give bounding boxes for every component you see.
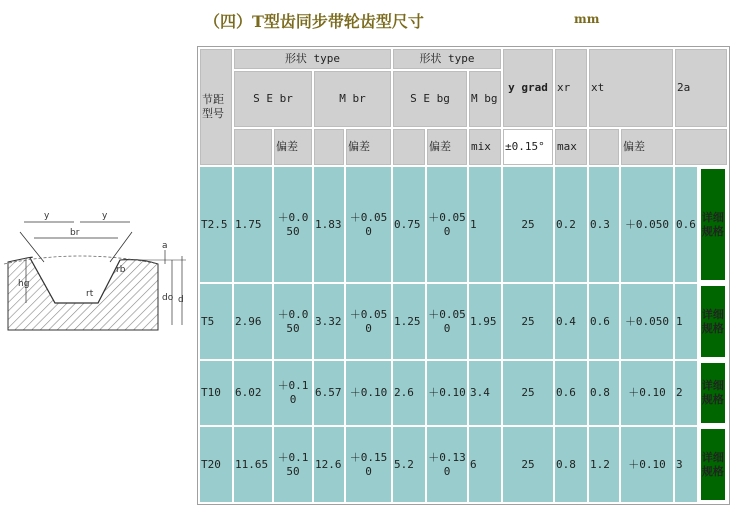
cell-dev1: ＋0.10 [274, 361, 312, 425]
header-shape-type-2: 形状 type [393, 49, 501, 69]
detail-spec-link[interactable]: 详细规格 [699, 167, 727, 282]
cell-se-br: 1.75 [234, 167, 272, 282]
cell-xt: 0.3 [589, 167, 619, 282]
cell-m-br: 6.57 [314, 361, 344, 425]
cell-xt: 0.8 [589, 361, 619, 425]
header-deviation-4: 偏差 [621, 129, 673, 165]
detail-spec-link[interactable]: 详细规格 [699, 361, 727, 425]
table-row [200, 427, 727, 502]
cell-m-bg: 1.95 [469, 284, 501, 359]
cell-dev3: ＋0.130 [427, 427, 467, 502]
cell-dev3: ＋0.10 [427, 361, 467, 425]
cell-m-br: 12.6 [314, 427, 344, 502]
detail-spec-link[interactable]: 详细规格 [699, 284, 727, 359]
header-se-br: S E br [234, 71, 312, 127]
cell-y: 25 [503, 284, 553, 359]
label-a: a [162, 241, 168, 251]
cell-se-bg: 1.25 [393, 284, 425, 359]
header-2a: 2a [675, 49, 727, 127]
header-plus-minus-015: ±0.15° [503, 129, 553, 165]
label-rt: rt [86, 289, 94, 299]
cell-se-bg: 2.6 [393, 361, 425, 425]
tooth-dimension-table [197, 46, 730, 505]
label-br: br [70, 228, 80, 238]
cell-se-bg: 0.75 [393, 167, 425, 282]
cell-dev2: ＋0.10 [346, 361, 391, 425]
cell-xr: 0.4 [555, 284, 587, 359]
cell-type: T10 [200, 361, 232, 425]
cell-dev2: ＋0.050 [346, 284, 391, 359]
table-row [200, 284, 727, 359]
cell-2a: 2 [675, 361, 697, 425]
label-rb: rb [116, 265, 126, 275]
label-hg: hg [18, 279, 30, 289]
table-row [200, 361, 727, 425]
label-y-left: y [44, 211, 50, 221]
cell-xr: 0.8 [555, 427, 587, 502]
header-deviation-1: 偏差 [274, 129, 312, 165]
cell-dev2: ＋0.050 [346, 167, 391, 282]
header-deviation-2: 偏差 [346, 129, 391, 165]
cell-dev4: ＋0.10 [621, 361, 673, 425]
cell-xr: 0.6 [555, 361, 587, 425]
page-title: （四）T型齿同步带轮齿型尺寸 [204, 12, 424, 31]
header-shape-type-1: 形状 type [234, 49, 391, 69]
cell-type: T2.5 [200, 167, 232, 282]
cell-dev3: ＋0.050 [427, 167, 467, 282]
unit-label: mm [574, 12, 600, 26]
cell-m-bg: 6 [469, 427, 501, 502]
table-row [200, 167, 727, 282]
label-y-right: y [102, 211, 108, 221]
cell-2a: 1 [675, 284, 697, 359]
label-d: d [178, 295, 184, 305]
cell-type: T20 [200, 427, 232, 502]
cell-2a: 0.6 [675, 167, 697, 282]
cell-2a: 3 [675, 427, 697, 502]
cell-se-br: 6.02 [234, 361, 272, 425]
header-xt: xt [589, 49, 673, 127]
cell-dev1: ＋0.050 [274, 284, 312, 359]
cell-m-bg: 3.4 [469, 361, 501, 425]
header-xr: xr [555, 49, 587, 127]
header-deviation-3: 偏差 [427, 129, 467, 165]
cell-se-bg: 5.2 [393, 427, 425, 502]
cell-dev1: ＋0.150 [274, 427, 312, 502]
cell-se-br: 2.96 [234, 284, 272, 359]
cell-dev1: ＋0.050 [274, 167, 312, 282]
detail-spec-link[interactable]: 详细规格 [699, 427, 727, 502]
header-m-bg: M bg [469, 71, 501, 127]
cell-dev4: ＋0.050 [621, 167, 673, 282]
cell-dev3: ＋0.050 [427, 284, 467, 359]
header-y-grad: y grad [503, 49, 553, 127]
header-m-br: M br [314, 71, 391, 127]
cell-dev4: ＋0.050 [621, 284, 673, 359]
header-pitch-type: 节距型号 [200, 49, 232, 165]
cell-xt: 1.2 [589, 427, 619, 502]
label-do: do [162, 293, 174, 303]
cell-xt: 0.6 [589, 284, 619, 359]
cell-m-br: 3.32 [314, 284, 344, 359]
cell-dev2: ＋0.150 [346, 427, 391, 502]
cell-y: 25 [503, 427, 553, 502]
cell-se-br: 11.65 [234, 427, 272, 502]
header-mix: mix [469, 129, 501, 165]
tooth-profile-diagram [0, 200, 200, 335]
cell-dev4: ＋0.10 [621, 427, 673, 502]
header-max: max [555, 129, 587, 165]
cell-m-br: 1.83 [314, 167, 344, 282]
cell-y: 25 [503, 167, 553, 282]
cell-xr: 0.2 [555, 167, 587, 282]
header-se-bg: S E bg [393, 71, 467, 127]
cell-y: 25 [503, 361, 553, 425]
cell-type: T5 [200, 284, 232, 359]
cell-m-bg: 1 [469, 167, 501, 282]
